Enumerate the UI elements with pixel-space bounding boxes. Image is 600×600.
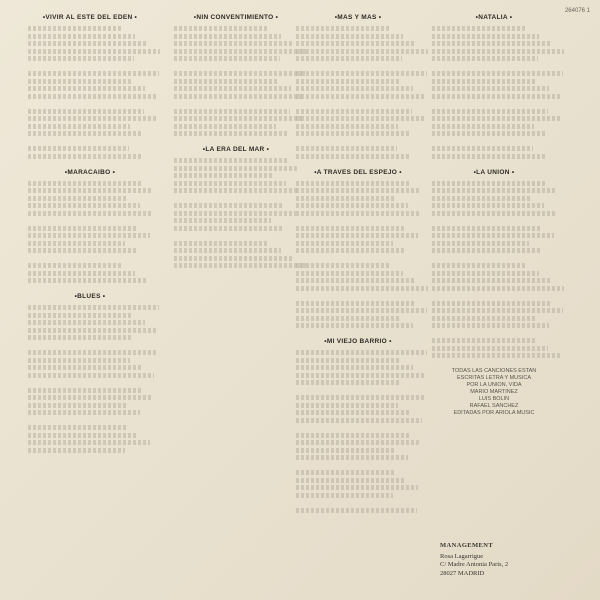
verse-line-placeholder [296,278,416,283]
verse-line-placeholder [290,139,416,144]
verse-line-placeholder [168,196,266,201]
verse-line-placeholder [432,94,561,99]
verse-line-placeholder [432,248,541,253]
verse-line-placeholder [296,233,418,238]
verse-line-placeholder [22,64,140,69]
verse-line-placeholder [290,500,399,505]
verse-line-placeholder [28,154,141,159]
verse-line-placeholder [432,233,554,238]
verse-line-placeholder [432,226,542,231]
verse-line-placeholder [296,410,410,415]
verse-line-placeholder [28,263,123,268]
verse-line-placeholder [28,203,140,208]
song-title: • LA UNION • [426,169,562,176]
verse-line-placeholder [174,94,303,99]
verse-line-placeholder [174,263,306,268]
verse-line-placeholder [290,463,414,468]
song-block [22,14,158,159]
management-city: 28027 MADRID [440,569,485,577]
verse-line-placeholder [432,203,544,208]
verse-line-placeholder [426,218,524,223]
verse-line-placeholder [28,433,138,438]
verse-line-placeholder [296,301,414,306]
song-block [290,14,426,159]
verse-line-placeholder [296,116,424,121]
verse-line-placeholder [296,493,393,498]
song-title: • MAS Y MAS • [290,14,426,21]
verse-line-placeholder [296,440,421,445]
verse-line-placeholder [28,196,127,201]
verse-line-placeholder [296,323,413,328]
verse-line-placeholder [290,293,396,298]
songwriting-credit: TODAS LAS CANCIONES ESTAN ESCRITAS LETRA Y MUSICA POR LA UNION, VIDA MARIO MARTINEZ LUIS BOLIN RAFAEL SANCHEZ EDITADAS POR ARIOLA MUSIC [451,368,537,416]
management-contact [440,542,508,578]
verse-line-placeholder [28,350,156,355]
verse-line-placeholder [296,124,398,129]
verse-line-placeholder [174,218,271,223]
verse-line-placeholder [432,109,548,114]
verse-line-placeholder [28,403,127,408]
song-title: • MI VIEJO BARRIO • [290,338,426,345]
song-block [168,14,304,136]
verse-line-placeholder [296,241,393,246]
verse-line-placeholder [174,173,273,178]
verse-line-placeholder [174,79,279,84]
verse-line-placeholder [174,56,280,61]
verse-line-placeholder [296,485,418,490]
verse-line-placeholder [432,124,534,129]
verse-line-placeholder [168,233,289,238]
verse-line-placeholder [432,308,563,313]
verse-line-placeholder [174,188,298,193]
verse-line-placeholder [296,203,408,208]
verse-line-placeholder [174,41,294,46]
verse-line-placeholder [296,71,427,76]
verse-line-placeholder [290,425,391,430]
verse-line-placeholder [28,34,135,39]
verse-line-placeholder [296,34,403,39]
song-block [22,293,158,453]
verse-line-placeholder [28,71,159,76]
verse-line-placeholder [296,316,401,321]
verse-line-placeholder [174,26,269,31]
verse-line-placeholder [22,139,148,144]
verse-line-placeholder [28,241,125,246]
verse-line-placeholder [28,335,131,340]
verse-line-placeholder [22,218,120,223]
verse-line-placeholder [28,373,154,378]
song-block [168,146,304,276]
verse-line-placeholder [174,166,299,171]
verse-line-placeholder [28,181,141,186]
verse-line-placeholder [296,41,416,46]
verse-line-placeholder [432,116,560,121]
verse-line-placeholder [426,64,544,69]
verse-line-placeholder [28,79,133,84]
verse-line-placeholder [296,286,428,291]
verse-line-placeholder [296,448,395,453]
verse-line-placeholder [28,313,133,318]
verse-line-placeholder [28,211,152,216]
verse-line-placeholder [432,49,564,54]
verse-line-placeholder [28,305,159,310]
song-title: • MARACAIBO • [22,169,158,176]
verse-line-placeholder [22,343,138,348]
verse-line-placeholder [168,271,274,276]
verse-line-placeholder [296,248,405,253]
song-title: • NATALIA • [426,14,562,21]
column-3 [290,14,426,523]
verse-line-placeholder [432,71,563,76]
verse-line-placeholder [22,380,123,385]
verse-line-placeholder [426,293,532,298]
verse-line-placeholder [28,410,140,415]
verse-line-placeholder [28,124,130,129]
song-title: • VIVIR AL ESTE DEL EDEN • [22,14,158,21]
verse-line-placeholder [296,271,403,276]
song-block [426,169,562,359]
verse-line-placeholder [432,26,527,31]
catalog-number: 264076 1 [564,8,590,14]
verse-line-placeholder [28,86,145,91]
verse-line-placeholder [168,64,286,69]
verse-line-placeholder [28,146,129,151]
verse-line-placeholder [28,116,156,121]
verse-line-placeholder [432,86,549,91]
verse-line-placeholder [290,256,411,261]
verse-line-placeholder [432,301,550,306]
management-street: C/ Madre Antonia Paris, 2 [440,561,509,568]
verse-line-placeholder [174,203,284,208]
management-heading: MANAGEMENT [440,542,494,549]
verse-line-placeholder [28,248,137,253]
verse-line-placeholder [296,79,401,84]
verse-line-placeholder [28,365,142,370]
verse-line-placeholder [22,101,125,106]
verse-line-placeholder [174,226,283,231]
verse-line-placeholder [296,395,424,400]
verse-line-placeholder [296,478,406,483]
verse-line-placeholder [28,320,145,325]
verse-line-placeholder [174,158,287,163]
verse-line-placeholder [174,131,288,136]
verse-line-placeholder [296,365,413,370]
verse-line-placeholder [296,350,427,355]
verse-line-placeholder [290,101,393,106]
verse-line-placeholder [432,278,552,283]
verse-line-placeholder [296,373,425,378]
verse-line-placeholder [28,278,148,283]
verse-line-placeholder [432,41,552,46]
verse-line-placeholder [296,181,409,186]
verse-line-placeholder [296,86,413,91]
verse-line-placeholder [432,346,548,351]
verse-line-placeholder [296,49,428,54]
verse-line-placeholder [174,211,296,216]
column-1 [22,14,158,463]
verse-line-placeholder [432,286,564,291]
verse-line-placeholder [432,353,560,358]
verse-line-placeholder [174,49,306,54]
verse-line-placeholder [296,508,417,513]
verse-line-placeholder [432,34,539,39]
verse-line-placeholder [432,146,533,151]
verse-line-placeholder [426,256,547,261]
verse-line-placeholder [168,101,271,106]
verse-line-placeholder [432,154,545,159]
song-block [290,169,426,329]
verse-line-placeholder [296,418,422,423]
verse-line-placeholder [290,388,406,393]
verse-line-placeholder [28,188,153,193]
verse-line-placeholder [296,455,408,460]
column-4 [426,14,562,417]
verse-line-placeholder [426,101,529,106]
song-title: • BLUES • [22,293,158,300]
verse-line-placeholder [28,328,157,333]
column-2 [168,14,304,286]
verse-line-placeholder [28,440,150,445]
verse-line-placeholder [296,433,409,438]
verse-line-placeholder [174,248,281,253]
verse-line-placeholder [432,131,546,136]
verse-line-placeholder [432,323,549,328]
verse-line-placeholder [296,109,412,114]
verse-line-placeholder [28,425,126,430]
verse-line-placeholder [426,139,552,144]
verse-line-placeholder [432,263,527,268]
verse-line-placeholder [28,448,125,453]
verse-line-placeholder [432,271,539,276]
verse-line-placeholder [22,418,146,423]
verse-line-placeholder [296,403,398,408]
verse-line-placeholder [28,395,153,400]
verse-line-placeholder [174,34,281,39]
song-title: • NIN CONVENTIMIENTO • [168,14,304,21]
verse-line-placeholder [296,380,399,385]
verse-line-placeholder [28,358,130,363]
song-title: • A TRAVES DEL ESPEJO • [290,169,426,176]
verse-line-placeholder [432,338,535,343]
verse-line-placeholder [432,316,537,321]
verse-line-placeholder [28,233,150,238]
verse-line-placeholder [290,218,388,223]
verse-line-placeholder [432,196,531,201]
verse-line-placeholder [174,109,290,114]
verse-line-placeholder [28,41,148,46]
verse-line-placeholder [426,331,555,336]
verse-line-placeholder [296,211,420,216]
verse-line-placeholder [296,226,406,231]
song-block [290,338,426,513]
verse-line-placeholder [174,124,276,129]
verse-line-placeholder [432,188,557,193]
verse-line-placeholder [432,211,556,216]
verse-line-placeholder [28,56,134,61]
verse-line-placeholder [174,181,286,186]
verse-line-placeholder [296,94,425,99]
verse-line-placeholder [432,56,538,61]
verse-line-placeholder [174,116,302,121]
verse-line-placeholder [28,131,142,136]
verse-line-placeholder [28,26,123,31]
verse-line-placeholder [296,131,410,136]
verse-line-placeholder [296,470,394,475]
verse-line-placeholder [296,146,397,151]
verse-line-placeholder [296,26,391,31]
verse-line-placeholder [296,154,409,159]
song-block [426,14,562,159]
verse-line-placeholder [174,256,294,261]
management-name: Rosa Lagarrigue [440,552,484,560]
verse-line-placeholder [432,241,529,246]
verse-line-placeholder [22,256,143,261]
verse-line-placeholder [296,263,391,268]
verse-line-placeholder [28,109,144,114]
verse-line-placeholder [174,86,291,91]
song-title: • LA ERA DEL MAR • [168,146,304,153]
song-block [22,169,158,284]
verse-line-placeholder [296,308,427,313]
verse-line-placeholder [296,358,401,363]
verse-line-placeholder [28,94,157,99]
verse-line-placeholder [296,56,402,61]
verse-line-placeholder [28,49,160,54]
verse-line-placeholder [28,226,138,231]
verse-line-placeholder [174,71,305,76]
verse-line-placeholder [296,188,421,193]
verse-line-placeholder [432,79,537,84]
verse-line-placeholder [174,241,269,246]
verse-line-placeholder [296,196,395,201]
verse-line-placeholder [28,271,135,276]
verse-line-placeholder [432,181,545,186]
verse-line-placeholder [290,64,408,69]
verse-line-placeholder [28,388,141,393]
